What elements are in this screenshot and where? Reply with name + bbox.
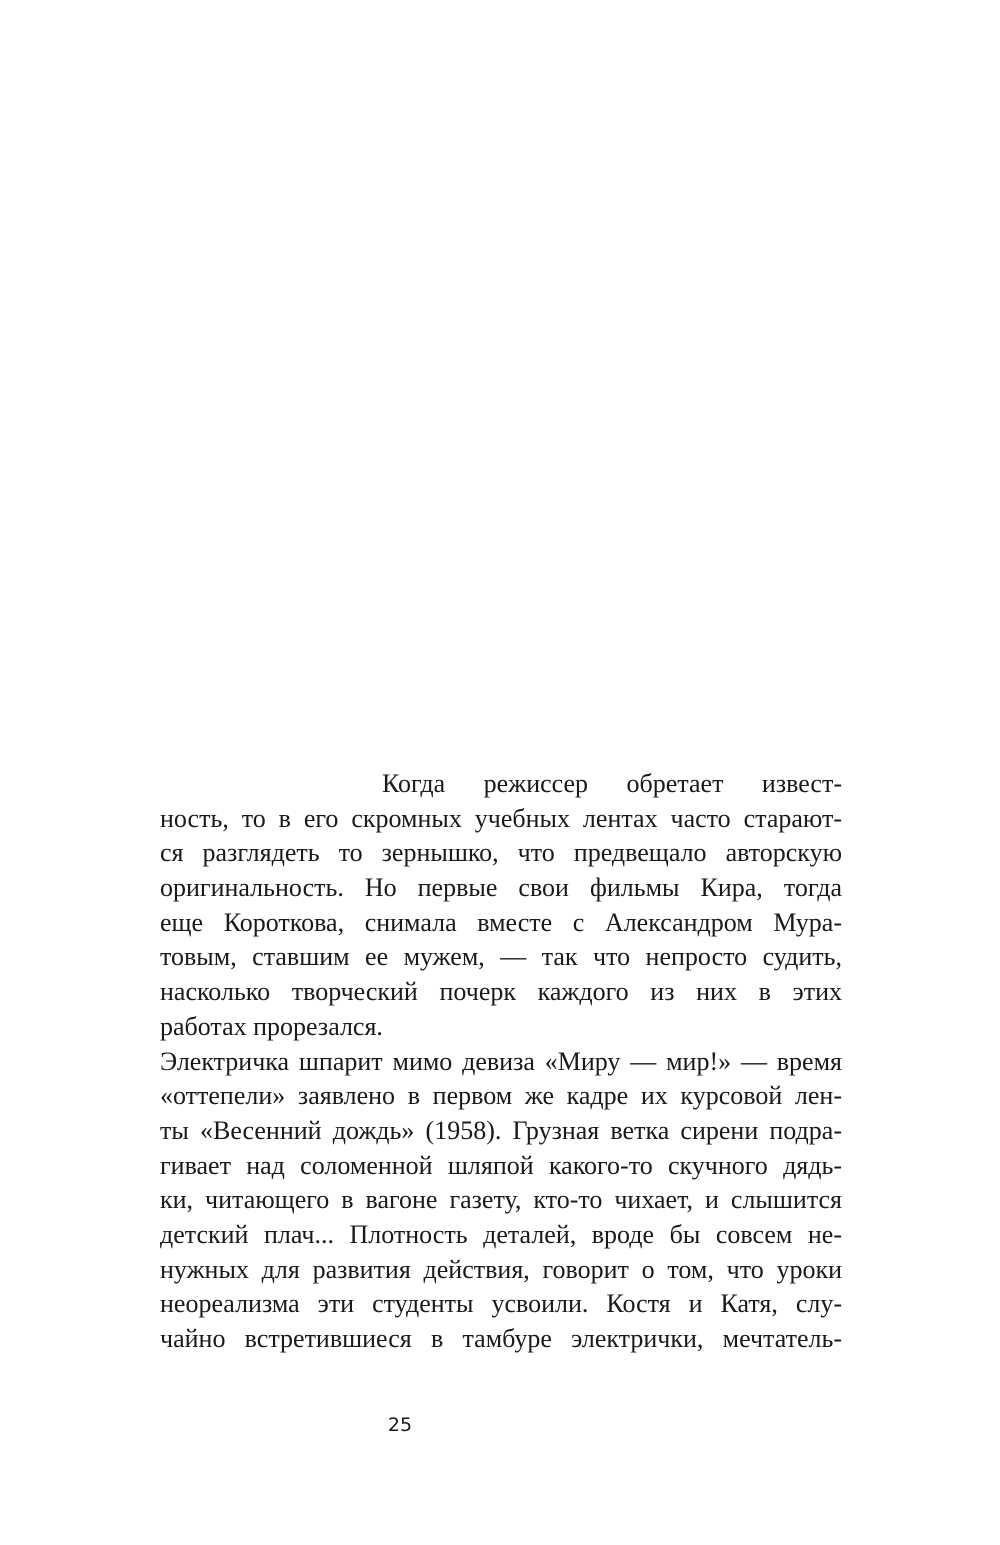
paragraph-2-line-3: ты «Весенний дождь» (1958). Грузная ветка сирени подра-	[160, 1115, 842, 1145]
body-text	[160, 767, 842, 1357]
paragraph-2-line-8: неореализма эти студенты усвоили. Костя и Катя, слу-	[160, 1289, 842, 1319]
paragraph-2-line-5: ки, читающего в вагоне газету, кто-то чихает, и слышится	[160, 1185, 842, 1215]
paragraph-1-line-5: еще Короткова, снимала вместе с Александром Мура-	[160, 907, 842, 937]
paragraph-1-line-7: насколько творческий почерк каждого из них в этих	[160, 977, 842, 1007]
paragraph-1-line-2: ность, то в его скромных учебных лентах часто старают-	[160, 803, 842, 833]
paragraph-1-line-4: оригинальность. Но первые свои фильмы Кира, тогда	[160, 873, 842, 903]
paragraph-2-line-4: гивает над соломенной шляпой какого-то скучного дядь-	[160, 1150, 842, 1180]
paragraph-2-line-7: нужных для развития действия, говорит о том, что уроки	[160, 1254, 842, 1284]
paragraph-2-line-9: чайно встретившиеся в тамбуре электрички, мечтатель-	[160, 1324, 842, 1353]
paragraph-2-line-6: детский плач... Плотность деталей, вроде бы совсем не-	[160, 1219, 842, 1249]
paragraph-1-line-1: Когда режиссер обретает извест-	[382, 769, 842, 798]
paragraph-1-line-6: товым, ставшим ее мужем, — так что непросто судить,	[160, 942, 842, 972]
paragraph-1-line-8: работах прорезался.	[160, 1011, 383, 1041]
paragraph-2-line-2: «оттепели» заявлено в первом же кадре их курсовой лен-	[160, 1081, 842, 1111]
page-number: 25	[387, 1414, 413, 1436]
paragraph-2-line-1: Электричка шпарит мимо девиза «Миру — мир!» — время	[160, 1046, 842, 1076]
paragraph-1-line-3: ся разглядеть то зернышко, что предвещало авторскую	[160, 838, 842, 868]
